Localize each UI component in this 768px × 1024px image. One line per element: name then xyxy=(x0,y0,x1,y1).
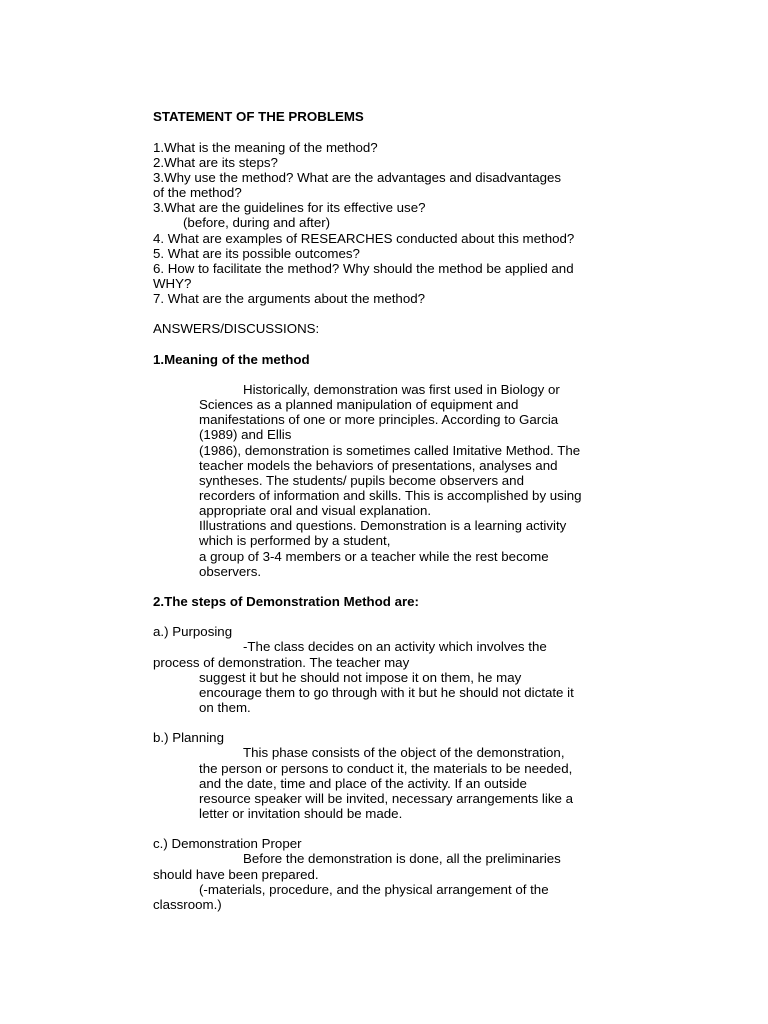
paragraph-line: appropriate oral and visual explanation. xyxy=(199,503,432,518)
question-line: 7. What are the arguments about the method? xyxy=(153,291,426,306)
question-line: 3.Why use the method? What are the advantages and disadvantages xyxy=(153,170,562,185)
question-line: WHY? xyxy=(153,276,192,291)
paragraph-line: syntheses. The students/ pupils become observers and xyxy=(199,473,524,488)
paragraph-line: which is performed by a student, xyxy=(199,533,391,548)
section-heading: 1.Meaning of the method xyxy=(153,352,310,367)
paragraph-line: Historically, demonstration was first used in Biology or xyxy=(243,382,560,397)
question-line: 4. What are examples of RESEARCHES conducted about this method? xyxy=(153,231,575,246)
paragraph-line: on them. xyxy=(199,700,251,715)
paragraph-line: encourage them to go through with it but he should not dictate it xyxy=(199,685,574,700)
question-line: 2.What are its steps? xyxy=(153,155,278,170)
step-label: a.) Purposing xyxy=(153,624,233,639)
paragraph-line: This phase consists of the object of the demonstration, xyxy=(243,745,565,760)
paragraph-line: should have been prepared. xyxy=(153,867,319,882)
paragraph-line: suggest it but he should not impose it on them, he may xyxy=(199,670,522,685)
step-label: b.) Planning xyxy=(153,730,224,745)
paragraph-line: classroom.) xyxy=(153,897,222,912)
paragraph-line: observers. xyxy=(199,564,262,579)
paragraph-line: manifestations of one or more principles. According to Garcia xyxy=(199,412,559,427)
question-line: 6. How to facilitate the method? Why should the method be applied and xyxy=(153,261,574,276)
paragraph-line: (1989) and Ellis xyxy=(199,427,292,442)
paragraph-line: recorders of information and skills. This is accomplished by using xyxy=(199,488,582,503)
paragraph-line: letter or invitation should be made. xyxy=(199,806,403,821)
paragraph-line: Illustrations and questions. Demonstration is a learning activity xyxy=(199,518,567,533)
question-line: 3.What are the guidelines for its effective use? xyxy=(153,200,426,215)
paragraph-line: (1986), demonstration is sometimes called Imitative Method. The xyxy=(199,443,581,458)
step-label: c.) Demonstration Proper xyxy=(153,836,302,851)
question-line: of the method? xyxy=(153,185,242,200)
question-line: (before, during and after) xyxy=(183,215,331,230)
question-line: 5. What are its possible outcomes? xyxy=(153,246,360,261)
answers-heading: ANSWERS/DISCUSSIONS: xyxy=(153,321,320,336)
section-heading: 2.The steps of Demonstration Method are: xyxy=(153,594,419,609)
document-title: STATEMENT OF THE PROBLEMS xyxy=(153,109,364,124)
paragraph-line: -The class decides on an activity which involves the xyxy=(243,639,547,654)
paragraph-line: the person or persons to conduct it, the materials to be needed, xyxy=(199,761,573,776)
question-line: 1.What is the meaning of the method? xyxy=(153,140,378,155)
paragraph-line: resource speaker will be invited, necessary arrangements like a xyxy=(199,791,573,806)
paragraph-line: a group of 3-4 members or a teacher while the rest become xyxy=(199,549,549,564)
paragraph-line: Sciences as a planned manipulation of equipment and xyxy=(199,397,519,412)
paragraph-line: Before the demonstration is done, all the preliminaries xyxy=(243,851,561,866)
paragraph-line: (-materials, procedure, and the physical arrangement of the xyxy=(199,882,549,897)
paragraph-line: process of demonstration. The teacher may xyxy=(153,655,410,670)
paragraph-line: teacher models the behaviors of presentations, analyses and xyxy=(199,458,558,473)
paragraph-line: and the date, time and place of the activity. If an outside xyxy=(199,776,527,791)
